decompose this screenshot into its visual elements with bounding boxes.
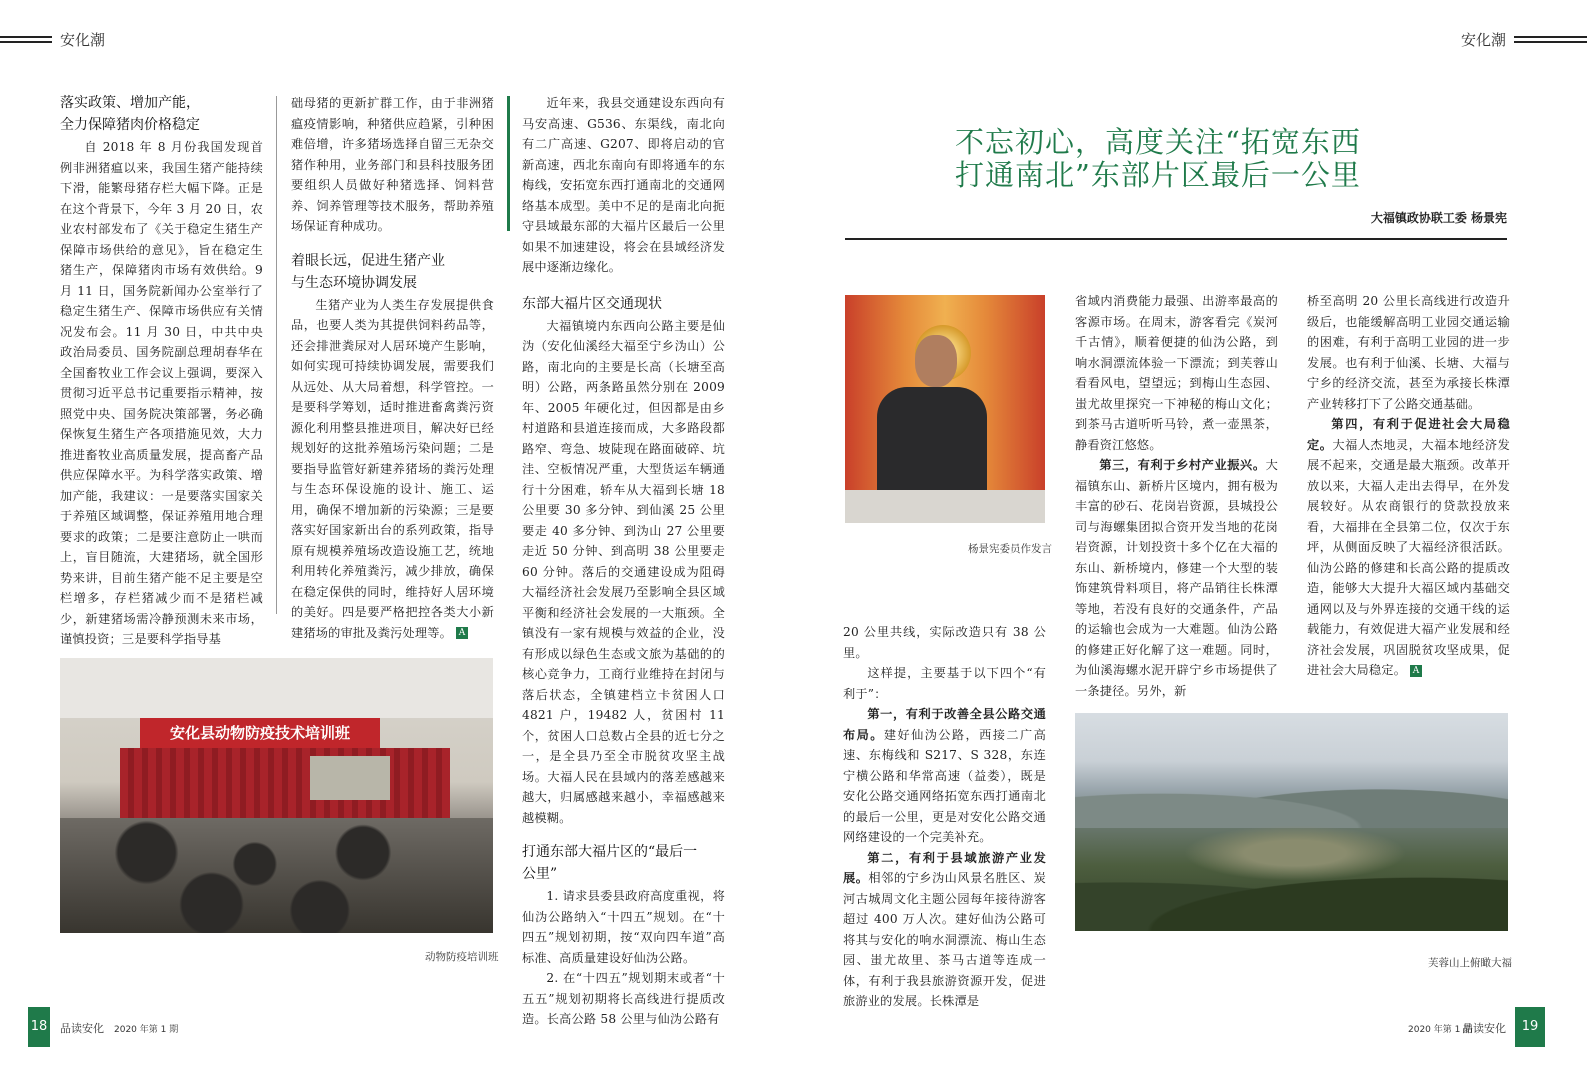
- right-header-title: 安化潮: [1461, 31, 1507, 49]
- mountain-ridge: [1075, 768, 1508, 828]
- end-mark: A: [456, 627, 468, 639]
- end-mark: A: [1410, 665, 1422, 677]
- foreground-hill: [1075, 863, 1508, 931]
- ceiling: [60, 658, 493, 718]
- projector-screen: [310, 756, 390, 800]
- column-divider-green: [507, 96, 510, 231]
- photo-caption: 动物防疫培训班: [425, 951, 499, 963]
- paragraph: 近年来，我县交通建设东西向有马安高速、G536、东渠线，南北向有二广高速、G207、即将启动的官新高速，西北东南向有即将通车的东梅线，安拓宽东西打通南北的交通网络基本成型。美中不足的是南北向扼守县域最东部的大福片区最后一公里如果不加速建设，将会在县域经济发展中逐渐边缘化。: [522, 96, 725, 274]
- banner: 安化县动物防疫技术培训班: [140, 718, 380, 748]
- subtitle-traffic-status: 东部大福片区交通现状: [522, 295, 662, 312]
- paragraph: 大福镇境内东西向公路主要是仙沩（安化仙溪经大福至宁乡沩山）公路，南北向的主要是长高（长塘至高明）公路，两条路虽然分别在 2009 年、2005 年硬化过，但因都是由乡村道路和县道连接而成，大多路段都路窄、弯急、坡陡现在路面破碎、坑洼、空板情况严重，大型货运车辆通行十分困难，轿车从大福到长塘 18 公里要 30 多分钟、到仙溪 25 公里要走 40 多分钟、到沩山 27 公里要走近 50 分钟、到高明 38 公里要走 60 分钟。落后的交通建设成为阻碍大福经济社会发展乃至影响全县区域平衡和经济社会发展的一大瓶颈。全镇没有一家有规模与效益的企业，没有形成以绿色生态或文旅为基础的的核心竞争力，工商行业维持在封闭与落后状态，全镇建档立卡贫困人口 4821 户，19482 人，贫困村 11 个，贫困人口总数占全县的近七分之一，是全县乃至全市脱贫攻坚主战场。大福人民在县域内的落差感越来越大，归属感越来越小，幸福感越来越模糊。: [522, 318, 725, 825]
- left-col1: [60, 93, 263, 650]
- page-number-right: 19: [1515, 1007, 1545, 1047]
- subtitle-eco-1: 着眼长远，促进生猪产业: [291, 252, 445, 269]
- footer-issue-right: 2020 年第 1 期: [1408, 1025, 1473, 1035]
- footer-issue-left: 2020 年第 1 期: [114, 1025, 179, 1035]
- speaker-photo-caption: 杨景宪委员作发言: [968, 543, 1052, 555]
- footer-mag-left: 品读安化: [60, 1022, 104, 1035]
- speaker-photo: [845, 295, 1045, 523]
- right-col1: [843, 622, 1046, 1012]
- paragraph: 桥至高明 20 公里长高线进行改造升级后，也能缓解高明工业园交通运输的困难，有利于高明工业园的进一步发展。也有利于仙溪、长塘、大福与宁乡的经济交流，甚至为承接长株潭产业转移打下了公路交通基础。: [1307, 294, 1510, 411]
- paragraph: 第三，有利于乡村产业振兴。大福镇东山、新桥片区境内，拥有极为丰富的砂石、花岗岩资源，县城投公司与海螺集团拟合资开发当地的花岗岩资源，计划投资十多个亿在大福的东山、新桥境内，修建一个大型的装饰建筑骨料项目，将产品销往长株潭等地，若没有良好的交通条件，产品的运输也会成为一大难题。仙沩公路的修建正好化解了这一难题。同时，为仙溪海螺水泥开辟宁乡市场提供了一条捷径。另外，新: [1075, 458, 1278, 698]
- left-header-title: 安化潮: [60, 31, 106, 49]
- subtitle-pig-policy-2: 全力保障猪肉价格稳定: [60, 117, 200, 133]
- audience: [60, 818, 493, 933]
- paragraph: 2. 在“十四五”规划期末或者“十五五”规划初期将长高线进行提质改造。长高公路 58 公里与仙沩公路有: [522, 971, 725, 1026]
- right-header-rule: [1514, 36, 1587, 46]
- right-col3: [1307, 291, 1510, 681]
- paragraph: 生猪产业为人类生存发展提供食品，也要人类为其提供饲料药品等，还会排泄粪尿对人居环境产生影响，如何实现可持续协调发展，需要我们从远处、从大局着想，科学管控。一是要科学筹划，适时推进畜禽粪污资源化利用整县推进项目，解决好已经规划好的这批养殖场污染问题；二是要指导监管好新建养猪场的粪污处理与生态环保设施的设计、施工、运用，确保不增加新的污染源；三是要落实好国家新出台的系列政策，指导原有规模养殖场改造设施工艺，统地利用转化养殖粪污，减少排放，确保在稳定保供的同时，维持好人居环境的美好。四是要严格把控各类大小新建猪场的审批及粪污处理等。 A: [291, 297, 494, 640]
- subtitle-eco-2: 与生态环境协调发展: [291, 274, 417, 291]
- right-col2: [1075, 291, 1278, 701]
- speaker-head: [915, 335, 957, 387]
- stage-curtain: [120, 748, 450, 818]
- paragraph: 省域内消费能力最强、出游率最高的客源市场。在周末，游客看完《炭河千古情》，顺着便捷的仙沩公路，到响水洞漂流体验一下漂流；到芙蓉山看看风电，望望远；到梅山生态园、蚩尤故里探究一下神秘的梅山文化；到茶马古道听听马铃，煮一壶黑茶，静看资江悠悠。: [1075, 294, 1278, 452]
- article-title-2: 打通南北”东部片区最后一公里: [955, 158, 1361, 192]
- left-col3: [522, 93, 725, 1030]
- title-rule: [845, 238, 1507, 240]
- training-class-photo: [60, 658, 493, 933]
- author-byline: 大福镇政协联工委 杨景宪: [1370, 211, 1507, 225]
- left-col2: [291, 93, 494, 643]
- podium: [845, 490, 1045, 523]
- paragraph: 础母猪的更新扩群工作，由于非洲猪瘟疫情影响，种猪供应趋紧，引种困难倍增，许多猪场选择自留三无杂交猪作种用，业务部门和县科技服务团要组织人员做好种猪选择、饲料营养、饲养管理等技术服务，帮助养殖场保证育种成功。: [291, 96, 494, 233]
- paragraph: 第二，有利于县域旅游产业发展。相邻的宁乡沩山风景名胜区、炭河古城周文化主题公园每年接待游客超过 400 万人次。建好仙沩公路可将其与安化的响水洞漂流、梅山生态园、蚩尤故里、茶马古道等连成一体，有利于我县旅游资源开发，促进旅游业的发展。长株潭是: [843, 850, 1046, 1008]
- article-title-1: 不忘初心，高度关注“拓宽东西: [955, 125, 1361, 159]
- landscape-photo-caption: 芙蓉山上俯瞰大福: [1428, 957, 1512, 969]
- paragraph: 20 公里共线，实际改造只有 38 公里。: [843, 625, 1046, 660]
- footer-mag-right: 品读安化: [1462, 1022, 1506, 1035]
- subtitle-pig-policy-1: 落实政策、增加产能，: [60, 95, 200, 111]
- subtitle-last-mile-2: 公里”: [522, 866, 558, 882]
- left-header-rule: [0, 36, 52, 46]
- paragraph: 第一，有利于改善全县公路交通布局。建好仙沩公路，西接二广高速、东梅线和 S217、S 328，东连宁横公路和华常高速（益娄），既是安化公路交通网络拓宽东西打通南北的最后一公里，更是对安化公路交通网络建设的一个完美补充。: [843, 707, 1046, 844]
- paragraph: 第四，有利于促进社会大局稳定。大福人杰地灵，大福本地经济发展不起来，交通是最大瓶颈。改革开放以来，大福人走出去得早，在外发展较好。从农商银行的贷款投放来看，大福排在全县第二位，仅次于东坪，从侧面反映了大福经济很活跃。仙沩公路的修建和长高公路的提质改造，能够大大提升大福区域内基础交通网以及与外界连接的交通干线的运载能力，有效促进大福产业发展和经济社会发展，巩固脱贫攻坚成果，促进社会大局稳定。 A: [1307, 417, 1510, 677]
- subtitle-last-mile-1: 打通东部大福片区的“最后一: [522, 844, 698, 860]
- paragraph: 这样提，主要基于以下四个“有利于”：: [843, 666, 1046, 701]
- landscape-photo: [1075, 713, 1508, 931]
- paragraph: 自 2018 年 8 月份我国发现首例非洲猪瘟以来，我国生猪产能持续下滑，能繁母猪存栏大幅下降。正是在这个背景下，今年 3 月 20 日，农业农村部发布了《关于稳定生猪生产保障市场供给的意见》，旨在稳定生猪生产，保障猪肉市场有效供给。9 月 11 日，国务院新闻办公室举行了稳定生猪生产、保障市场供应有关情况发布会。11 月 30 日，中共中央政治局委员、国务院副总理胡春华在全国畜牧业工作会议上强调，要深入贯彻习近平总书记重要指示精神，按照党中央、国务院决策部署，务必确保恢复生猪生产各项措施见效，大力推进畜牧业高质量发展，提高畜产品供应保障水平。为科学落实政策、增加产能，我建议：一是要落实国家关于养殖区域调整，保证养殖用地合理要求的政策；二是要注意防止一哄而上，盲目随流，大建猪场，就全国形势来讲，目前生猪产能不足主要是空栏增多，存栏猪减少而不是猪栏减少，新建猪场需冷静预测未来市场，谨慎投资；三是要科学指导基: [60, 140, 263, 646]
- page-number-left: 18: [28, 1007, 50, 1047]
- column-divider: [276, 96, 277, 614]
- paragraph: 1. 请求县委县政府高度重视，将仙沩公路纳入“十四五”规划。在“十四五”规划初期，按“双向四车道”高标准、高质量建设好仙沩公路。: [522, 889, 725, 965]
